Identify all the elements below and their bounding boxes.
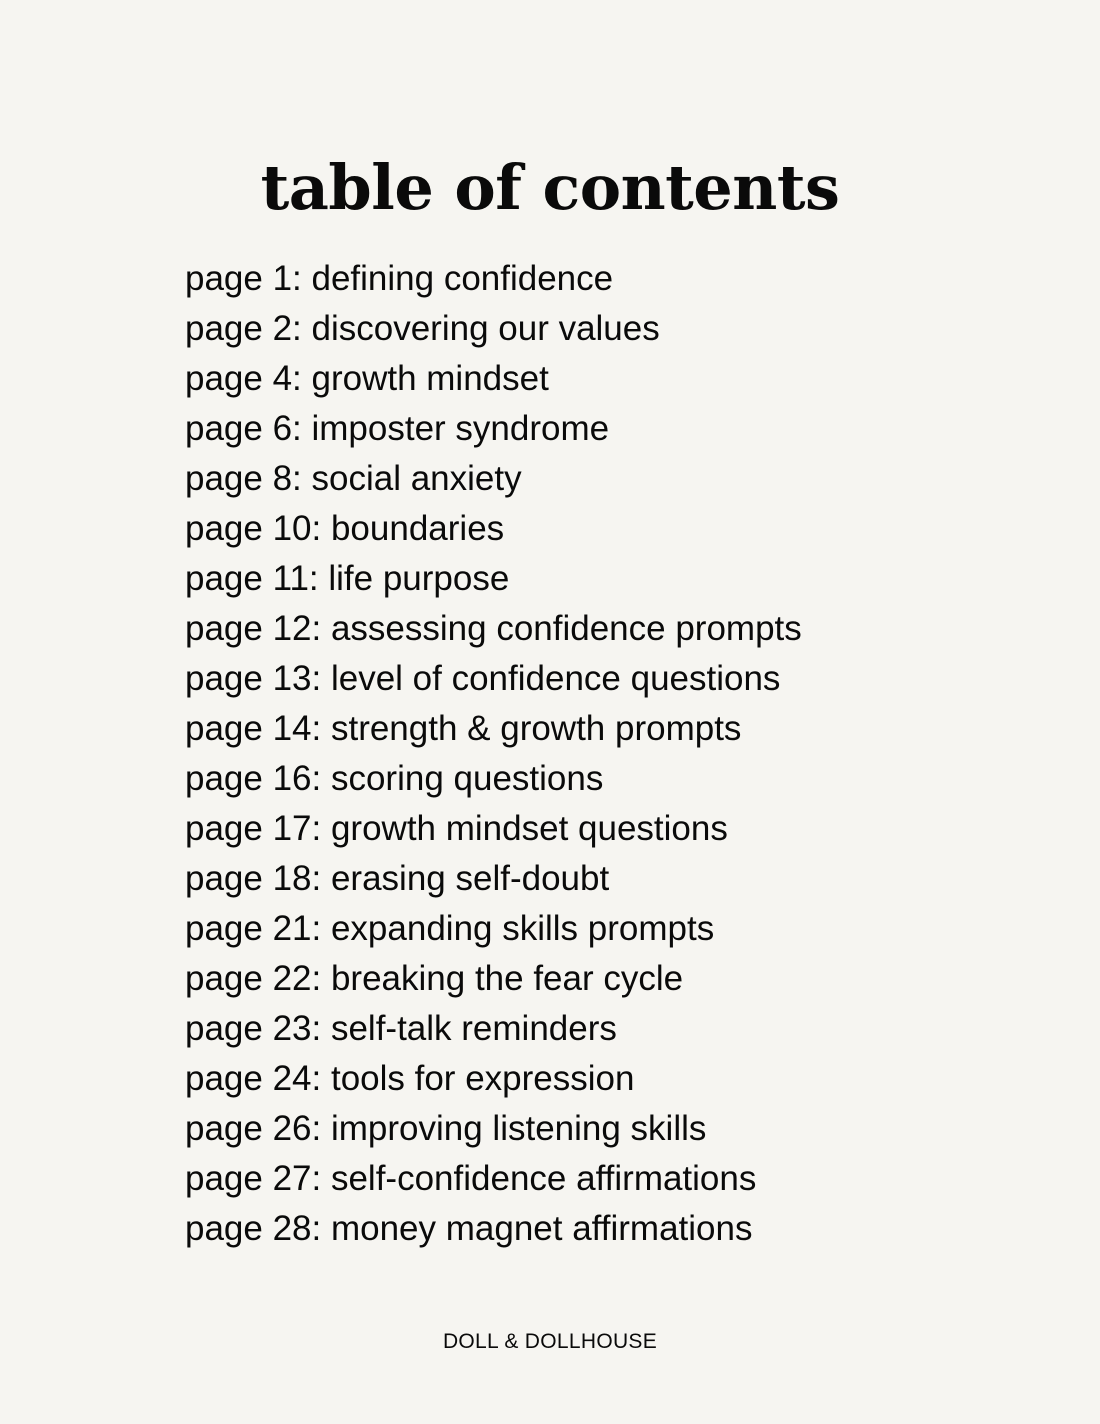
toc-entry: page 13: level of confidence questions — [185, 659, 781, 698]
toc-entry: page 23: self-talk reminders — [185, 1009, 617, 1048]
toc-entry: page 11: life purpose — [185, 559, 510, 598]
toc-entry: page 21: expanding skills prompts — [185, 909, 715, 948]
toc-entry: page 8: social anxiety — [185, 459, 522, 498]
toc-entry: page 17: growth mindset questions — [185, 809, 728, 848]
toc-entry: page 26: improving listening skills — [185, 1109, 707, 1148]
page-title: table of contents — [260, 151, 840, 224]
toc-list — [185, 254, 1045, 1254]
toc-entry: page 18: erasing self-doubt — [185, 859, 610, 898]
toc-entry: page 28: money magnet affirmations — [185, 1209, 753, 1248]
toc-entry: page 24: tools for expression — [185, 1059, 635, 1098]
toc-entry: page 16: scoring questions — [185, 759, 604, 798]
toc-entry: page 14: strength & growth prompts — [185, 709, 742, 748]
toc-entry: page 4: growth mindset — [185, 359, 549, 398]
toc-entry: page 22: breaking the fear cycle — [185, 959, 684, 998]
toc-entry: page 10: boundaries — [185, 509, 505, 548]
toc-entry: page 1: defining confidence — [185, 259, 614, 298]
toc-entry: page 12: assessing confidence prompts — [185, 609, 802, 648]
toc-entry: page 6: imposter syndrome — [185, 409, 610, 448]
toc-entry: page 2: discovering our values — [185, 309, 660, 348]
toc-entry: page 27: self-confidence affirmations — [185, 1159, 757, 1198]
brand-footer: DOLL & DOLLHOUSE — [442, 1330, 658, 1353]
